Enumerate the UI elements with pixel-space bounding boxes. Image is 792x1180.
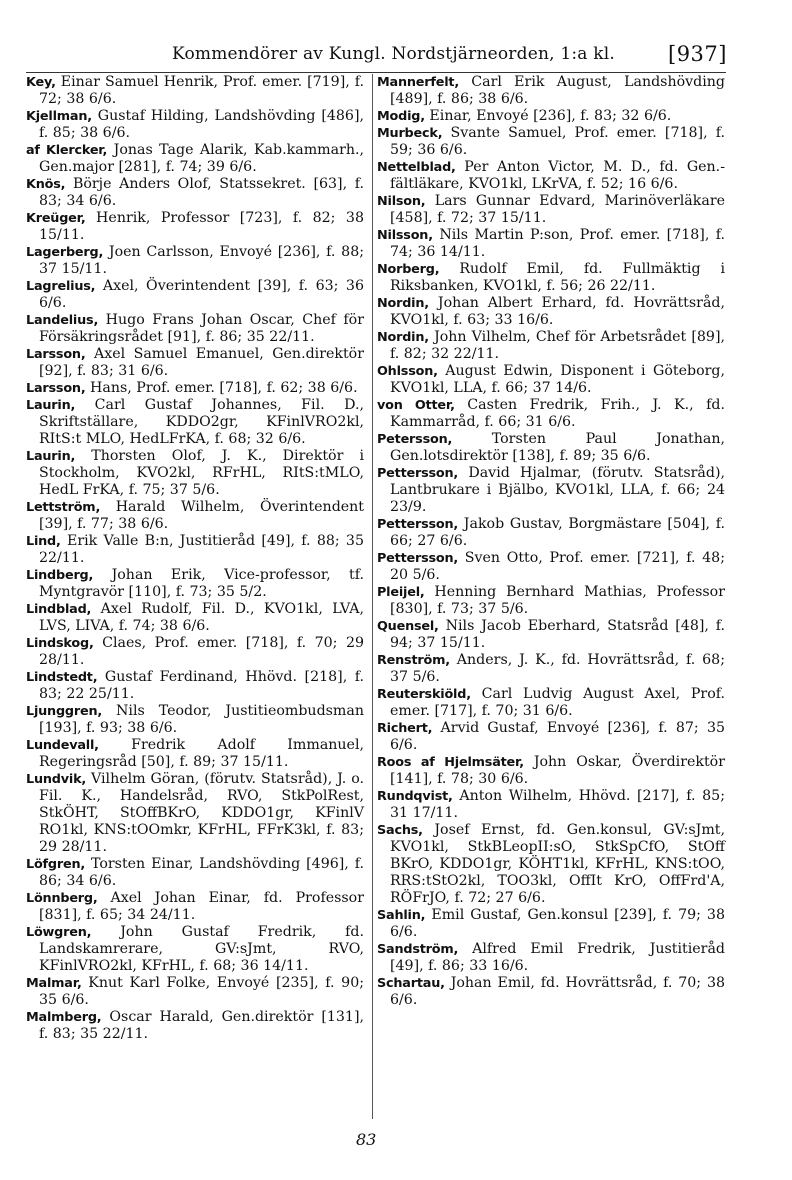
register-entry [26,975,364,1009]
entry-details: Lars Gunnar Edvard, Marinöverläkare [458], f. 72; 37 15/11. [390,193,725,226]
entry-details: Vilhelm Göran, (förutv. Statsråd), J. o. Fil. K., Handelsråd, RVO, StkPolRest, StkÖHT, StOffBKrO, KDDO1gr, KFinlV RO1kl, KNS:tOOmkr, KFrHL, FFrK3kl, f. 83; 29 28/11. [39,771,364,855]
right-column [377,74,725,1009]
header-rule [26,72,726,73]
entry-details: Josef Ernst, fd. Gen.konsul, GV:sJmt, KVO1kl, StkBLeopII:sO, StkSpCfO, StOff BKrO, KDDO1gr, KÖHT1kl, KFrHL, KNS:tOO, RRS:tStO2kl, TOO3kl, OffIt KrO, OffFrd'A, RÖFrJO, f. 72; 27 6/6. [390,822,725,906]
entry-details: Jonas Tage Alarik, Kab.kammarh., Gen.major [281], f. 74; 39 6/6. [39,142,365,175]
entry-surname: Malmar, [26,976,82,991]
entry-details: John Vilhelm, Chef för Arbetsrådet [89], f. 82; 32 22/11. [390,329,725,362]
register-entry [377,108,725,125]
entry-surname: Malmberg, [26,1010,102,1025]
entry-surname: Löfgren, [26,857,86,872]
entry-details: Henrik, Professor [723], f. 82; 38 15/11. [39,210,364,243]
register-entry [377,193,725,227]
entry-surname: Laurin, [26,398,76,413]
entry-surname: Roos af Hjelmsäter, [377,755,524,770]
register-entry [26,278,364,312]
entry-surname: Löwgren, [26,925,92,940]
register-entry [377,159,725,193]
entry-details: Jakob Gustav, Borgmästare [504], f. 66; 27 6/6. [390,516,725,549]
register-entry [377,431,725,465]
register-entry [26,380,364,397]
entry-surname: Murbeck, [377,126,443,141]
entry-surname: Landelius, [26,313,99,328]
register-entry [377,125,725,159]
register-entry [26,312,364,346]
register-entry [377,397,725,431]
register-entry [26,244,364,278]
entry-details: John Gustaf Fredrik, fd. Landskamrerare, GV:sJmt, RVO, KFinlVRO2kl, KFrHL, f. 68; 36 14/11. [39,924,364,974]
register-entry [377,261,725,295]
entry-surname: Pettersson, [377,551,459,566]
entry-surname: von Otter, [377,398,455,413]
entry-surname: Petersson, [377,432,453,447]
entry-details: Hugo Frans Johan Oscar, Chef för Försäkringsrådet [91], f. 86; 35 22/11. [39,312,364,345]
register-entry [26,448,364,499]
entry-surname: Sahlin, [377,908,426,923]
entry-surname: Lindskog, [26,636,94,651]
register-entry [26,533,364,567]
entry-details: Börje Anders Olof, Statssekret. [63], f. 83; 34 6/6. [39,176,364,209]
register-entry [26,703,364,737]
register-entry [377,720,725,754]
register-entry [26,346,364,380]
register-entry [377,788,725,822]
entry-details: Einar Samuel Henrik, Prof. emer. [719], f. 72; 38 6/6. [39,74,364,107]
register-entry [377,227,725,261]
register-entry [377,941,725,975]
entry-surname: Lönnberg, [26,891,98,906]
entry-details: August Edwin, Disponent i Göteborg, KVO1kl, LLA, f. 66; 37 14/6. [390,363,725,396]
entry-details: Johan Erik, Vice-professor, tf. Myntgravör [110], f. 73; 35 5/2. [39,567,364,600]
register-entry [377,754,725,788]
entry-details: Oscar Harald, Gen.direktör [131], f. 83; 35 22/11. [39,1009,364,1042]
entry-details: Nils Jacob Eberhard, Statsråd [48], f. 94; 37 15/11. [390,618,725,651]
entry-surname: af Klercker, [26,143,108,158]
header-title: Kommendörer av Kungl. Nordstjärneorden, 1:a kl. [172,44,615,64]
register-entry [26,210,364,244]
entry-surname: Lindberg, [26,568,94,583]
entry-details: David Hjalmar, (förutv. Statsråd), Lantbrukare i Bjälbo, KVO1kl, LLA, f. 66; 24 23/9. [390,465,725,515]
entry-surname: Kreüger, [26,211,86,226]
register-entry [26,1009,364,1043]
register-entry [26,397,364,448]
entry-surname: Nettelblad, [377,160,456,175]
entry-details: Svante Samuel, Prof. emer. [718], f. 59; 36 6/6. [390,125,725,158]
register-entry [26,890,364,924]
register-entry [26,176,364,210]
entry-surname: Pettersson, [377,517,459,532]
entry-surname: Pettersson, [377,466,459,481]
entry-details: Erik Valle B:n, Justitieråd [49], f. 88; 35 22/11. [39,533,364,566]
entry-details: John Oskar, Överdirektör [141], f. 78; 30 6/6. [390,754,726,787]
register-entry [377,465,725,516]
entry-details: Gustaf Ferdinand, Hhövd. [218], f. 83; 22 25/11. [39,669,364,702]
register-entry [377,686,725,720]
entry-surname: Ohlsson, [377,364,438,379]
left-column [26,74,364,1043]
entry-surname: Rundqvist, [377,789,453,804]
entry-details: Arvid Gustaf, Envoyé [236], f. 87; 35 6/6. [390,720,725,753]
entry-surname: Lindblad, [26,602,92,617]
entry-details: Alfred Emil Fredrik, Justitieråd [49], f. 86; 33 16/6. [390,941,726,974]
register-entry [26,567,364,601]
entry-surname: Kjellman, [26,109,92,124]
register-entry [26,924,364,975]
entry-surname: Lundvik, [26,772,87,787]
register-entry [26,669,364,703]
entry-surname: Nordin, [377,296,429,311]
page-header [0,36,792,76]
entry-surname: Modig, [377,109,425,124]
entry-details: Johan Emil, fd. Hovrättsråd, f. 70; 38 6/6. [390,975,725,1008]
entry-details: Anders, J. K., fd. Hovrättsråd, f. 68; 37 5/6. [390,652,725,685]
register-entry [377,907,725,941]
entry-details: Claes, Prof. emer. [718], f. 70; 29 28/11. [39,635,365,668]
entry-details: Torsten Paul Jonathan, Gen.lotsdirektör [138], f. 89; 35 6/6. [390,431,725,464]
entry-details: Johan Albert Erhard, fd. Hovrättsråd, KVO1kl, f. 63; 33 16/6. [390,295,725,328]
entry-details: Carl Erik August, Landshövding [489], f. 86; 38 6/6. [390,74,725,107]
register-entry [377,363,725,397]
column-divider [372,74,373,1119]
entry-surname: Lettström, [26,500,101,515]
entry-details: Casten Fredrik, Frih., J. K., fd. Kammarråd, f. 66; 31 6/6. [390,397,725,430]
register-entry [26,74,364,108]
entry-details: Knut Karl Folke, Envoyé [235], f. 90; 35 6/6. [39,975,364,1008]
entry-surname: Lindstedt, [26,670,98,685]
entry-surname: Nilson, [377,194,426,209]
entry-details: Axel Samuel Emanuel, Gen.direktör [92], f. 83; 31 6/6. [39,346,364,379]
entry-details: Einar, Envoyé [236], f. 83; 32 6/6. [429,108,672,124]
entry-surname: Lind, [26,534,61,549]
entry-details: Emil Gustaf, Gen.konsul [239], f. 79; 38 6/6. [390,907,725,940]
entry-surname: Nilsson, [377,228,433,243]
register-entry [26,737,364,771]
entry-details: Anton Wilhelm, Hhövd. [217], f. 85; 31 17/11. [390,788,725,821]
register-entry [26,142,364,176]
entry-surname: Knös, [26,177,66,192]
entry-details: Carl Ludvig August Axel, Prof. emer. [717], f. 70; 31 6/6. [390,686,725,719]
entry-details: Nils Martin P:son, Prof. emer. [718], f. 74; 36 14/11. [390,227,726,260]
entry-surname: Sandström, [377,942,459,957]
header-page-number: [937] [668,42,727,66]
entry-surname: Quensel, [377,619,439,634]
entry-details: Carl Gustaf Johannes, Fil. D., Skriftställare, KDDO2gr, KFinlVRO2kl, RItS:t MLO, HedLFrKA, f. 68; 32 6/6. [39,397,364,447]
entry-surname: Sachs, [377,823,423,838]
entry-surname: Lagerberg, [26,245,104,260]
register-entry [377,295,725,329]
entry-surname: Larsson, [26,347,86,362]
entry-details: Nils Teodor, Justitieombudsman [193], f. 93; 38 6/6. [39,703,364,736]
entry-details: Thorsten Olof, J. K., Direktör i Stockholm, KVO2kl, RFrHL, RItS:tMLO, HedL FrKA, f. 75; 37 5/6. [39,448,364,498]
entry-surname: Larsson, [26,381,86,396]
entry-details: Hans, Prof. emer. [718], f. 62; 38 6/6. [90,380,358,396]
entry-details: Fredrik Adolf Immanuel, Regeringsråd [50], f. 89; 37 15/11. [39,737,364,770]
register-entry [377,975,725,1009]
entry-details: Joen Carlsson, Envoyé [236], f. 88; 37 15/11. [39,244,365,277]
entry-details: Torsten Einar, Landshövding [496], f. 86; 34 6/6. [39,856,364,889]
entry-details: Axel, Överintendent [39], f. 63; 36 6/6. [39,278,364,311]
entry-surname: Lagrelius, [26,279,96,294]
register-entry [377,516,725,550]
entry-surname: Ljunggren, [26,704,103,719]
entry-details: Rudolf Emil, fd. Fullmäktig i Riksbanken, KVO1kl, f. 56; 26 22/11. [390,261,726,294]
entry-surname: Schartau, [377,976,445,991]
entry-details: Gustaf Hilding, Landshövding [486], f. 85; 38 6/6. [39,108,364,141]
entry-surname: Norberg, [377,262,440,277]
entry-details: Axel Johan Einar, fd. Professor [831], f. 65; 34 24/11. [39,890,364,923]
entry-surname: Renström, [377,653,450,668]
register-entry [26,771,364,856]
entry-surname: Key, [26,75,56,90]
entry-details: Axel Rudolf, Fil. D., KVO1kl, LVA, LVS, LIVA, f. 74; 38 6/6. [39,601,364,634]
entry-surname: Nordin, [377,330,429,345]
entry-surname: Mannerfelt, [377,75,459,90]
register-entry [26,635,364,669]
register-entry [377,652,725,686]
register-entry [377,618,725,652]
register-entry [377,584,725,618]
page-folio: 83 [356,1130,377,1149]
register-entry [26,856,364,890]
entry-surname: Richert, [377,721,433,736]
entry-surname: Pleijel, [377,585,425,600]
entry-surname: Lundevall, [26,738,99,753]
register-entry [26,499,364,533]
entry-surname: Laurin, [26,449,76,464]
entry-details: Sven Otto, Prof. emer. [721], f. 48; 20 5/6. [390,550,725,583]
register-entry [377,74,725,108]
register-entry [377,329,725,363]
register-entry [26,601,364,635]
register-entry [377,822,725,907]
register-entry [26,108,364,142]
entry-surname: Reuterskiöld, [377,687,471,702]
entry-details: Henning Bernhard Mathias, Professor [830], f. 73; 37 5/6. [390,584,725,617]
entry-details: Per Anton Victor, M. D., fd. Gen.-fältläkare, KVO1kl, LKrVA, f. 52; 16 6/6. [390,159,725,192]
entry-details: Harald Wilhelm, Överintendent [39], f. 77; 38 6/6. [39,499,365,532]
register-entry [377,550,725,584]
